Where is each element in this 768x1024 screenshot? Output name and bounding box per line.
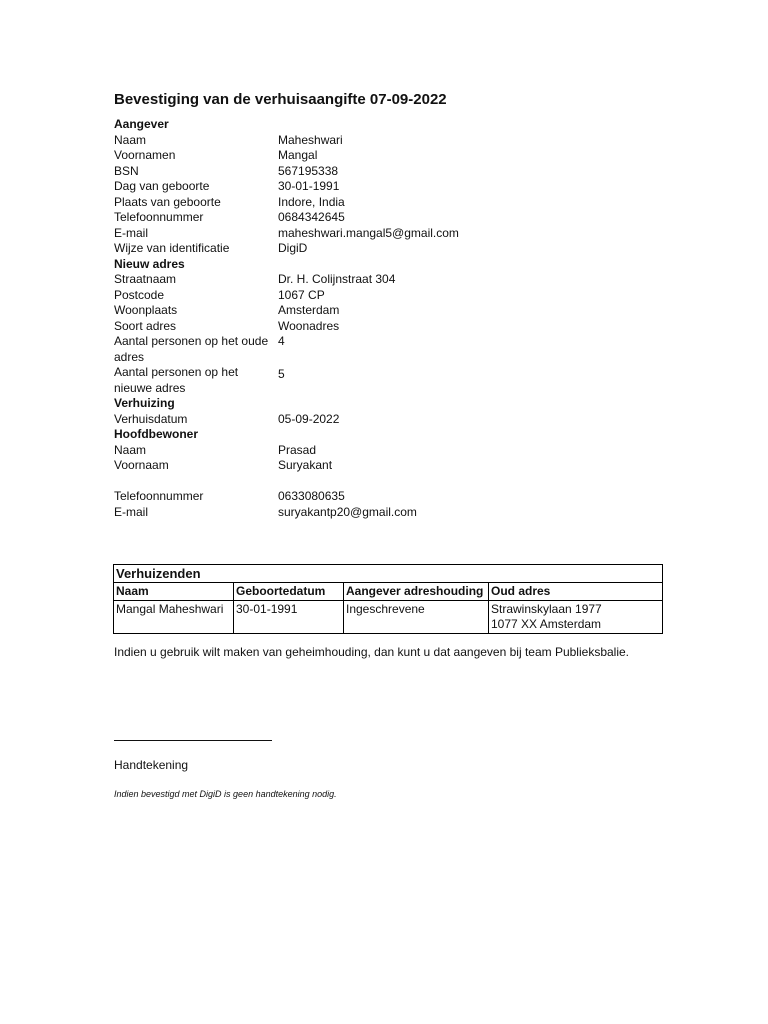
section-hoofdbewoner <box>114 427 674 443</box>
field-value: 1067 CP <box>278 287 325 302</box>
field-value: 567195338 <box>278 163 339 178</box>
field-value: 30-01-1991 <box>278 179 340 193</box>
field-value: Amsterdam <box>278 303 340 317</box>
table-cell: Mangal Maheshwari <box>114 601 234 634</box>
spacer <box>114 474 674 490</box>
field-row <box>114 133 674 149</box>
field-value: 5 <box>278 367 285 381</box>
section-aangever <box>114 117 674 133</box>
table-cell <box>489 601 663 634</box>
field-row <box>114 489 674 505</box>
section-heading: Hoofdbewoner <box>114 427 198 441</box>
field-label: BSN <box>114 163 139 178</box>
field-row <box>114 241 674 257</box>
signature-note: Indien bevestigd met DigiD is geen handtekening nodig. <box>114 789 337 799</box>
field-row <box>114 272 674 288</box>
field-row <box>114 412 674 428</box>
table-caption: Verhuizenden <box>114 565 663 583</box>
field-label: Naam <box>114 442 147 457</box>
field-label: Verhuisdatum <box>114 411 188 426</box>
field-label: Dag van geboorte <box>114 179 210 193</box>
field-label: Plaats van geboorte <box>114 194 221 209</box>
field-row <box>114 226 674 242</box>
section-heading: Aangever <box>114 117 169 131</box>
signature-line <box>114 740 272 741</box>
field-row <box>114 505 674 521</box>
field-label: Soort adres <box>114 318 177 333</box>
field-label: Telefoonnummer <box>114 489 204 503</box>
field-row <box>114 303 674 319</box>
field-row <box>114 458 674 474</box>
field-label: Naam <box>114 132 147 147</box>
field-value: 0633080635 <box>278 489 345 503</box>
details-list <box>114 117 674 520</box>
field-value: Woonadres <box>278 318 340 333</box>
field-value: 4 <box>278 334 285 348</box>
section-nieuw-adres <box>114 257 674 273</box>
field-value: Prasad <box>278 442 317 457</box>
page-title: Bevestiging van de verhuisaangifte 07-09-2022 <box>114 91 447 108</box>
column-header: Naam <box>114 583 234 601</box>
field-label: Voornaam <box>114 458 169 472</box>
field-value: suryakantp20@gmail.com <box>278 504 417 519</box>
field-label: Straatnaam <box>114 272 177 286</box>
field-value: DigiD <box>278 241 308 255</box>
field-label: Postcode <box>114 287 165 302</box>
field-row <box>114 210 674 226</box>
field-row <box>114 365 674 396</box>
address-line: 1077 XX Amsterdam <box>491 617 602 631</box>
field-label: Aantal personen op het oude adres <box>114 334 269 364</box>
field-value: 0684342645 <box>278 210 345 224</box>
field-label: E-mail <box>114 504 149 519</box>
field-row <box>114 443 674 459</box>
signature-label: Handtekening <box>114 758 189 772</box>
section-heading: Nieuw adres <box>114 256 185 271</box>
field-label: Telefoonnummer <box>114 210 204 224</box>
field-label: Voornamen <box>114 148 176 162</box>
address-line: Strawinskylaan 1977 <box>491 602 602 616</box>
field-row <box>114 288 674 304</box>
field-label: Wijze van identificatie <box>114 241 230 255</box>
section-verhuizing <box>114 396 674 412</box>
section-heading: Verhuizing <box>114 396 175 410</box>
field-row <box>114 179 674 195</box>
column-header: Geboortedatum <box>234 583 344 601</box>
privacy-note: Indien u gebruik wilt maken van geheimhouding, dan kunt u dat aangeven bij team Publieksbalie. <box>114 645 630 659</box>
field-value: Mangal <box>278 148 318 162</box>
table-caption-row <box>114 565 663 583</box>
column-header: Oud adres <box>489 583 663 601</box>
field-label: E-mail <box>114 225 149 240</box>
field-value: Suryakant <box>278 458 333 472</box>
field-label: Aantal personen op het nieuwe adres <box>114 365 239 395</box>
field-row <box>114 195 674 211</box>
table-header-row <box>114 583 663 601</box>
field-row <box>114 334 674 365</box>
column-header: Aangever adreshouding <box>344 583 489 601</box>
table-row <box>114 601 663 634</box>
field-row <box>114 319 674 335</box>
verhuizenden-table <box>113 564 663 634</box>
field-label: Woonplaats <box>114 303 178 317</box>
table-cell: Ingeschrevene <box>344 601 489 634</box>
field-value: maheshwari.mangal5@gmail.com <box>278 225 459 240</box>
field-row <box>114 148 674 164</box>
field-value: 05-09-2022 <box>278 411 340 426</box>
table-cell: 30-01-1991 <box>234 601 344 634</box>
field-row <box>114 164 674 180</box>
field-value: Indore, India <box>278 194 345 209</box>
field-value: Dr. H. Colijnstraat 304 <box>278 272 396 286</box>
field-value: Maheshwari <box>278 132 343 147</box>
